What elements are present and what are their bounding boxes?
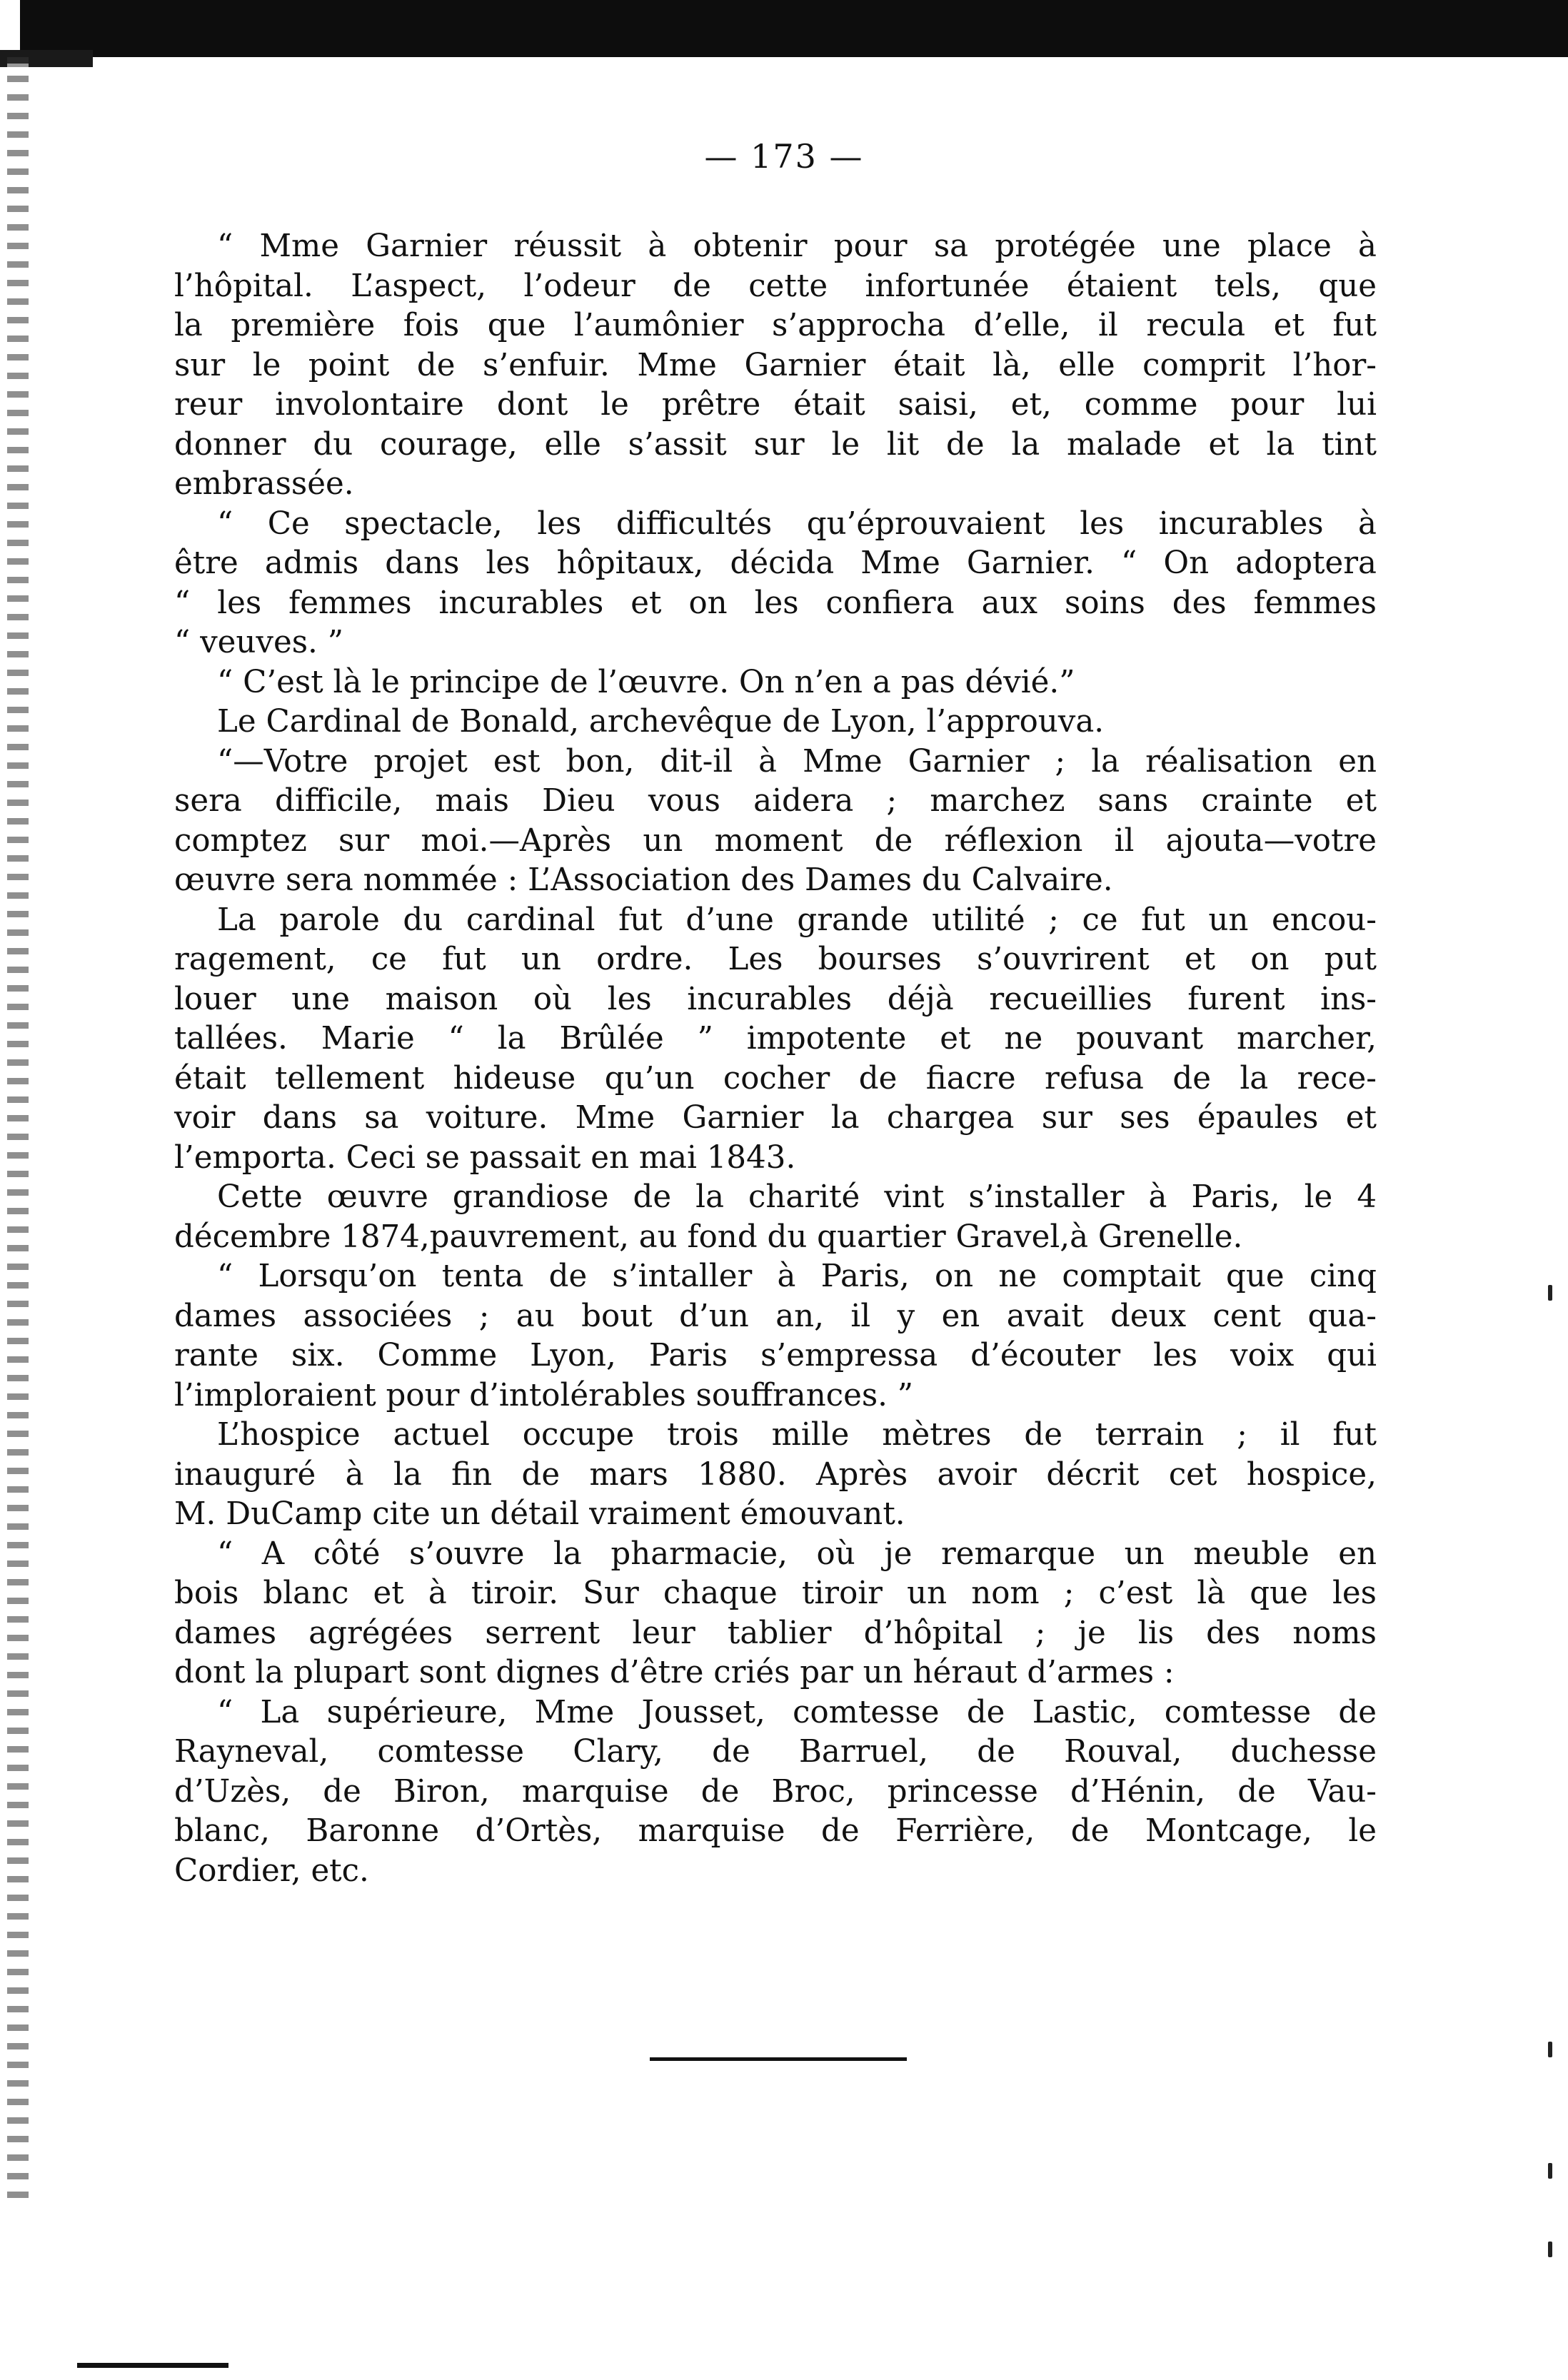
text-line: M. DuCamp cite un détail vraiment émouvant. <box>174 1496 905 1532</box>
text-line: “ C’est là le principe de l’œuvre. On n’en a pas dévié.” <box>217 664 1075 700</box>
text-line: l’emporta. Ceci se passait en mai 1843. <box>174 1139 796 1176</box>
bottom-margin-rule <box>77 2363 228 2368</box>
text-line: œuvre sera nommée : L’Association des Dames du Calvaire. <box>174 862 1113 898</box>
text-line: inauguré à la fin de mars 1880. Après avoir décrit cet hospice, <box>174 1456 1377 1493</box>
text-line: Cordier, etc. <box>174 1852 369 1889</box>
text-line: ragement, ce fut un ordre. Les bourses s’ouvrirent et on put <box>174 942 1377 977</box>
text-line: rante six. Comme Lyon, Paris s’empressa d’écouter les voix qui <box>174 1338 1377 1373</box>
text-line: L’hospice actuel occupe trois mille mètres de terrain ; il fut <box>217 1417 1377 1453</box>
scan-top-border <box>20 0 1568 57</box>
text-line: l’hôpital. L’aspect, l’odeur de cette infortunée étaient tels, que <box>174 268 1377 304</box>
scan-speck <box>1548 2042 1552 2057</box>
scan-left-edge <box>7 57 29 2199</box>
page-body-text <box>174 227 1377 1891</box>
text-line: Rayneval, comtesse Clary, de Barruel, de Rouval, duchesse <box>174 1734 1377 1770</box>
text-line: dames agrégées serrent leur tablier d’hôpital ; je lis des noms <box>174 1615 1377 1651</box>
text-line: donner du courage, elle s’assit sur le lit de la malade et la tint <box>174 426 1377 463</box>
text-line: d’Uzès, de Biron, marquise de Broc, princesse d’Hénin, de Vau- <box>174 1773 1377 1810</box>
text-line: “ Mme Garnier réussit à obtenir pour sa protégée une place à <box>217 228 1377 264</box>
page-number: — 173 — <box>704 137 864 176</box>
text-line: dont la plupart sont dignes d’être criés par un héraut d’armes : <box>174 1655 1175 1690</box>
text-line: l’imploraient pour d’intolérables souffrances. ” <box>174 1377 914 1413</box>
text-line: bois blanc et à tiroir. Sur chaque tiroir un nom ; c’est là que les <box>174 1575 1377 1611</box>
text-line: la première fois que l’aumônier s’approcha d’elle, il recula et fut <box>174 308 1377 343</box>
text-line: comptez sur moi.—Après un moment de réflexion il ajouta—votre <box>174 822 1377 859</box>
text-line: décembre 1874,pauvrement, au fond du quartier Gravel,à Grenelle. <box>174 1219 1243 1255</box>
text-line: “ veuves. ” <box>174 625 343 660</box>
text-line: louer une maison où les incurables déjà recueillies furent ins- <box>174 981 1377 1017</box>
scan-speck <box>1548 1285 1552 1301</box>
scan-speck <box>1548 2242 1552 2257</box>
text-line: tallées. Marie “ la Brûlée ” impotente et ne pouvant marcher, <box>174 1021 1377 1057</box>
text-line: Le Cardinal de Bonald, archevêque de Lyon, l’approuva. <box>217 704 1105 740</box>
text-line: “ Lorsqu’on tenta de s’intaller à Paris, on ne comptait que cinq <box>217 1259 1377 1294</box>
text-line: “ Ce spectacle, les difficultés qu’éprouvaient les incurables à <box>217 505 1377 542</box>
text-line: “ A côté s’ouvre la pharmacie, où je remarque un meuble en <box>217 1536 1377 1572</box>
text-line: Cette œuvre grandiose de la charité vint s’installer à Paris, le 4 <box>217 1179 1377 1215</box>
text-line: “ les femmes incurables et on les confiera aux soins des femmes <box>174 585 1377 621</box>
text-line: sur le point de s’enfuir. Mme Garnier était là, elle comprit l’hor- <box>174 347 1377 383</box>
text-line: être admis dans les hôpitaux, décida Mme Garnier. “ On adoptera <box>174 545 1377 581</box>
scan-speck <box>1548 2163 1552 2179</box>
text-line: La parole du cardinal fut d’une grande utilité ; ce fut un encou- <box>217 902 1377 938</box>
text-line: “—Votre projet est bon, dit-il à Mme Garnier ; la réalisation en <box>217 743 1377 780</box>
text-line: embrassée. <box>174 466 354 502</box>
text-line: voir dans sa voiture. Mme Garnier la chargea sur ses épaules et <box>174 1100 1377 1136</box>
text-line: dames associées ; au bout d’un an, il y en avait deux cent qua- <box>174 1298 1377 1334</box>
text-line: reur involontaire dont le prêtre était saisi, et, comme pour lui <box>174 387 1377 423</box>
text-line: blanc, Baronne d’Ortès, marquise de Ferrière, de Montcage, le <box>174 1813 1377 1849</box>
text-line: était tellement hideuse qu’un cocher de fiacre refusa de la rece- <box>174 1060 1377 1096</box>
text-line: sera difficile, mais Dieu vous aidera ; marchez sans crainte et <box>174 783 1377 819</box>
section-end-rule <box>650 2057 907 2061</box>
text-line: “ La supérieure, Mme Jousset, comtesse de Lastic, comtesse de <box>217 1694 1377 1730</box>
